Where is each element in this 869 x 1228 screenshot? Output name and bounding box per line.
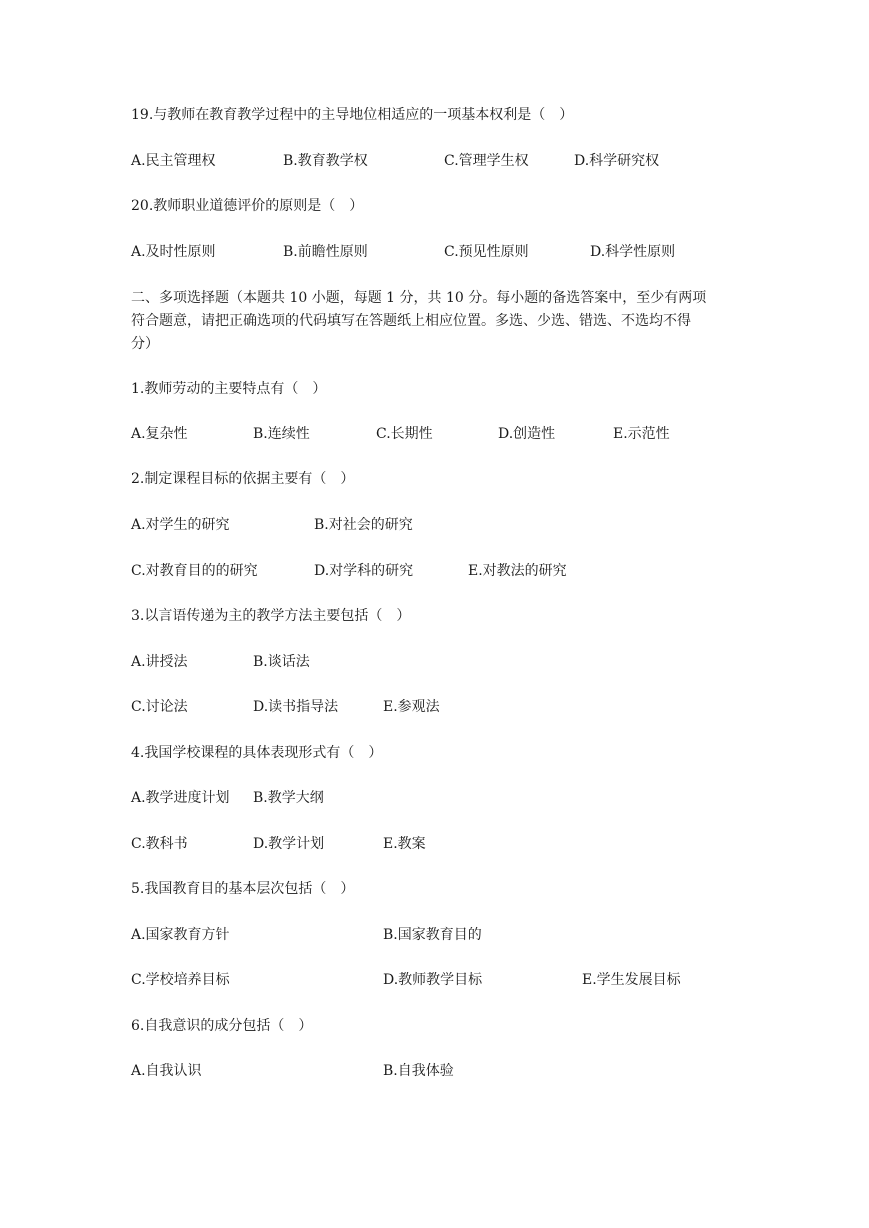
- option-a: A.教学进度计划: [131, 790, 230, 806]
- option-b: B.连续性: [253, 426, 310, 442]
- option-c: C.长期性: [376, 426, 433, 442]
- question-m3-stem: 3.以言语传递为主的教学方法主要包括（ ）: [131, 608, 411, 624]
- option-a: A.国家教育方针: [131, 927, 230, 943]
- option-b: B.自我体验: [383, 1063, 454, 1079]
- option-d: D.科学研究权: [574, 153, 660, 169]
- option-b: B.对社会的研究: [314, 517, 413, 533]
- option-c: C.教科书: [131, 836, 188, 852]
- option-e: E.对教法的研究: [468, 563, 567, 579]
- option-b: B.教育教学权: [283, 153, 368, 169]
- section-2-heading-line-1: 二、多项选择题（本题共 10 小题，每题 1 分，共 10 分。每小题的备选答案中，至少有两项: [131, 290, 707, 306]
- option-c: C.讨论法: [131, 699, 188, 715]
- option-b: B.前瞻性原则: [283, 244, 368, 260]
- question-m1-stem: 1.教师劳动的主要特点有（ ）: [131, 381, 327, 397]
- section-2-heading-line-2: 符合题意，请把正确选项的代码填写在答题纸上相应位置。多选、少选、错选、不选均不得: [131, 313, 691, 329]
- option-d: D.创造性: [498, 426, 556, 442]
- option-d: D.读书指导法: [253, 699, 339, 715]
- option-a: A.讲授法: [131, 654, 188, 670]
- question-m5-stem: 5.我国教育目的基本层次包括（ ）: [131, 881, 355, 897]
- option-a: A.对学生的研究: [131, 517, 230, 533]
- option-b: B.国家教育目的: [383, 927, 482, 943]
- option-b: B.谈话法: [253, 654, 310, 670]
- option-d: D.科学性原则: [590, 244, 676, 260]
- option-c: C.学校培养目标: [131, 972, 230, 988]
- option-c: C.管理学生权: [444, 153, 529, 169]
- question-19-stem: 19.与教师在教育教学过程中的主导地位相适应的一项基本权利是（ ）: [131, 107, 574, 123]
- option-a: A.自我认识: [131, 1063, 202, 1079]
- option-a: A.复杂性: [131, 426, 188, 442]
- section-2-heading-line-3: 分）: [131, 336, 159, 352]
- option-e: E.教案: [383, 836, 426, 852]
- option-b: B.教学大纲: [253, 790, 324, 806]
- option-a: A.及时性原则: [131, 244, 216, 260]
- question-m6-stem: 6.自我意识的成分包括（ ）: [131, 1018, 313, 1034]
- option-e: E.示范性: [613, 426, 670, 442]
- option-e: E.参观法: [383, 699, 440, 715]
- option-c: C.对教育目的的研究: [131, 563, 258, 579]
- option-c: C.预见性原则: [444, 244, 529, 260]
- option-d: D.教师教学目标: [383, 972, 483, 988]
- option-a: A.民主管理权: [131, 153, 216, 169]
- option-d: D.对学科的研究: [314, 563, 414, 579]
- option-e: E.学生发展目标: [582, 972, 681, 988]
- question-m4-stem: 4.我国学校课程的具体表现形式有（ ）: [131, 745, 383, 761]
- option-d: D.教学计划: [253, 836, 325, 852]
- question-m2-stem: 2.制定课程目标的依据主要有（ ）: [131, 471, 355, 487]
- question-20-stem: 20.教师职业道德评价的原则是（ ）: [131, 198, 364, 214]
